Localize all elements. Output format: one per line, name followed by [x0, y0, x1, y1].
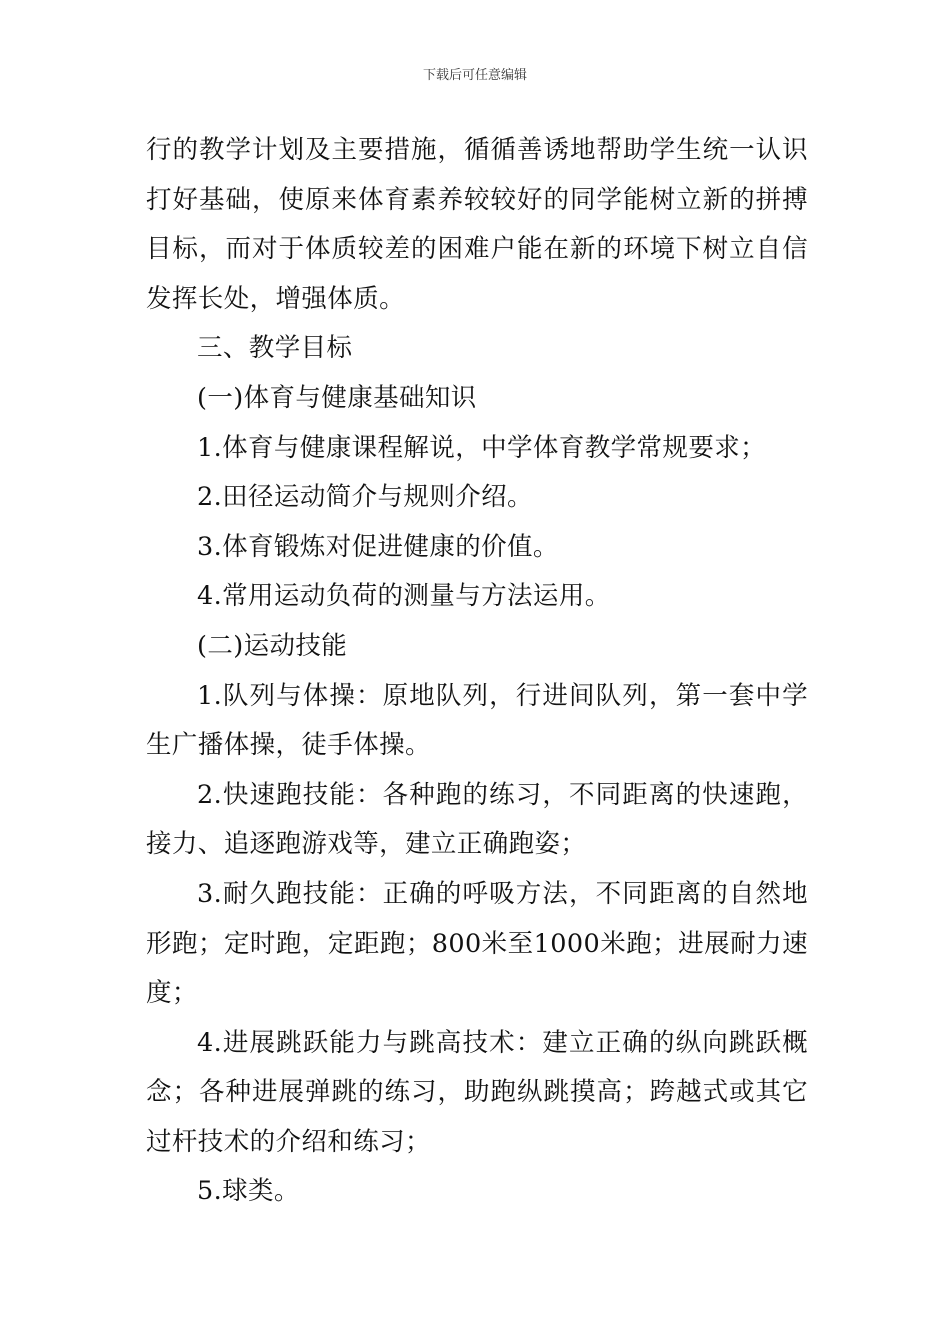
paragraph-continuation: 行的教学计划及主要措施，循循善诱地帮助学生统一认识打好基础，使原来体育素养较较好的同学能树立新的拼搏目标，而对于体质较差的困难户能在新的环境下树立自信发挥长处，增强体质。 [146, 135, 808, 314]
list-item: 1.体育与健康课程解说，中学体育教学常规要求； [197, 432, 767, 463]
subsection-heading-basic-knowledge: (一)体育与健康基础知识 [197, 382, 477, 413]
list-item: 3.体育锻炼对促进健康的价值。 [197, 531, 559, 562]
list-item: 2.快速跑技能：各种跑的练习，不同距离的快速跑，接力、追逐跑游戏等，建立正确跑姿； [146, 779, 808, 860]
subsection-heading-motor-skills: (二)运动技能 [197, 630, 348, 661]
list-item: 1.队列与体操：原地队列，行进间队列，第一套中学生广播体操，徒手体操。 [146, 680, 808, 761]
page-header: 下载后可任意编辑 [422, 68, 527, 83]
list-item: 3.耐久跑技能：正确的呼吸方法，不同距离的自然地形跑；定时跑，定距跑；800米至1000米跑；进展耐力速度； [146, 878, 808, 1009]
list-item: 2.田径运动简介与规则介绍。 [197, 482, 533, 513]
list-item: 4.常用运动负荷的测量与方法运用。 [197, 581, 611, 612]
list-item: 5.球类。 [197, 1176, 300, 1207]
document-body [146, 126, 808, 1217]
section-heading-teaching-goals: 三、教学目标 [197, 333, 353, 364]
list-item: 4.进展跳跃能力与跳高技术：建立正确的纵向跳跃概念；各种进展弹跳的练习，助跑纵跳摸高；跨越式或其它过杆技术的介绍和练习； [146, 1027, 808, 1157]
